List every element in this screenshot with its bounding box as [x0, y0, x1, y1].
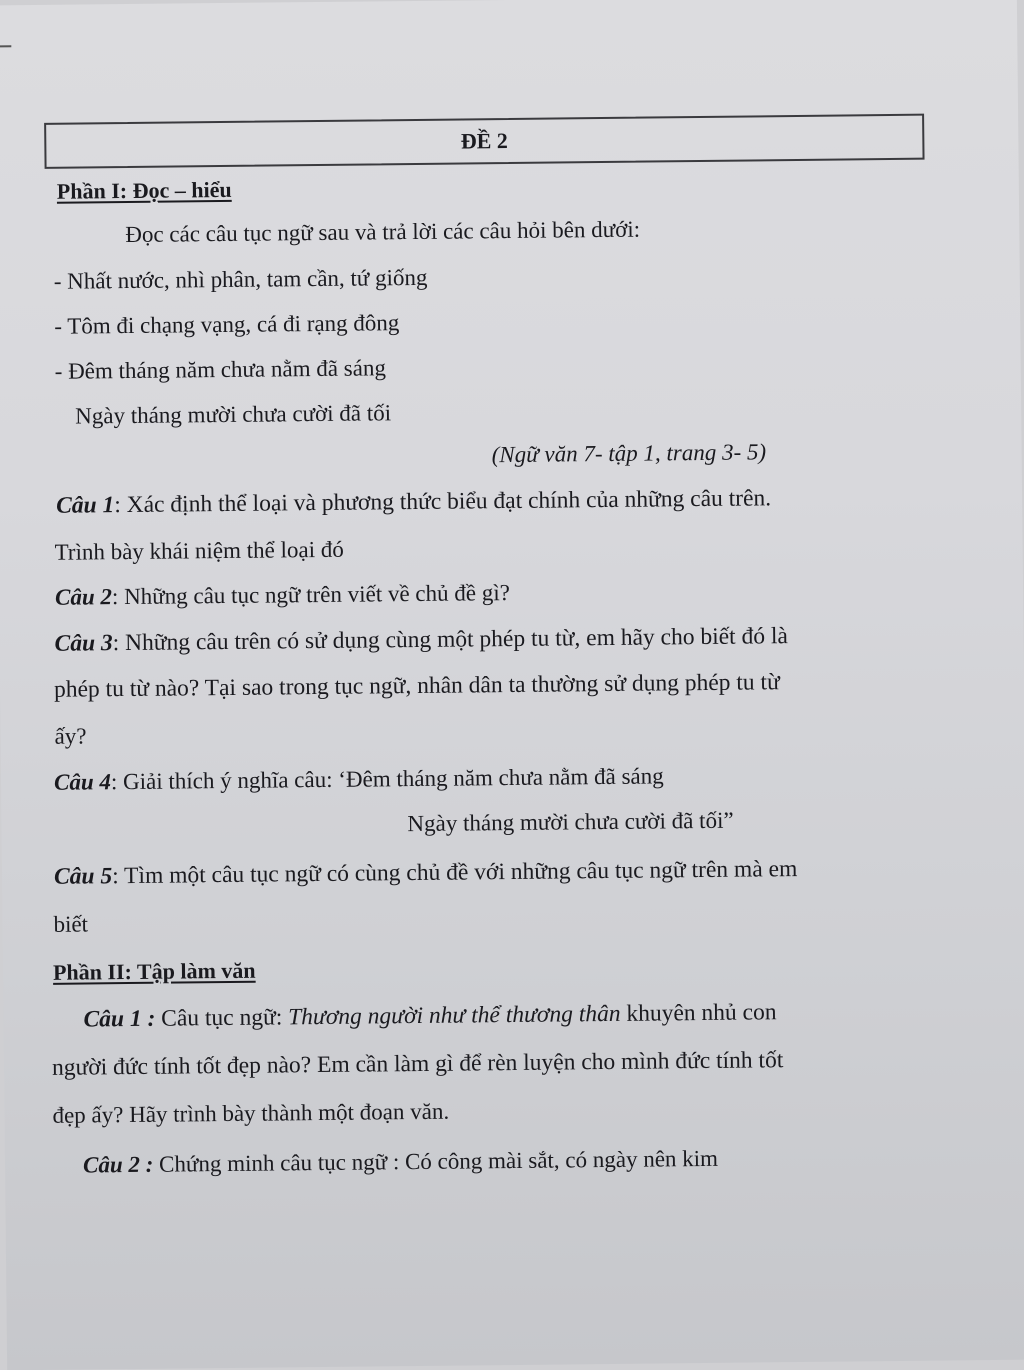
question-2-line-1	[55, 578, 510, 613]
proverb-3: - Đêm tháng năm chưa nằm đã sáng	[54, 355, 387, 384]
part2-question-2-text: Chứng minh câu tục ngữ : Có công mài sắt, có ngày nên kim	[153, 1145, 719, 1177]
part2-question-1-line-1	[83, 997, 776, 1034]
part1-intro: Đọc các câu tục ngữ sau và trả lời các câu hỏi bên dưới:	[125, 216, 641, 248]
question-3-text: : Những câu trên có sử dụng cùng một phép tu từ, em hãy cho biết đó là	[112, 623, 788, 657]
page-title: ĐỀ 2	[460, 128, 508, 154]
part2-question-1-text-pre: Câu tục ngữ:	[155, 1004, 289, 1032]
part2-question-1-label: Câu 1 :	[83, 1005, 156, 1033]
question-2-text: : Những câu tục ngữ trên viết về chủ đề gì?	[111, 580, 511, 610]
part1-heading: Phần I: Đọc – hiểu	[56, 176, 232, 204]
question-5-label: Câu 5	[53, 863, 113, 890]
question-5-text: : Tìm một câu tục ngữ có cùng chủ đề với những câu tục ngữ trên mà em	[111, 856, 798, 890]
proverb-1: - Nhất nước, nhì phân, tam cần, tứ giống	[53, 264, 428, 294]
question-2-label: Câu 2	[54, 584, 113, 610]
question-5-line-2: biết	[53, 911, 89, 937]
part2-question-1-line-3: đẹp ấy? Hãy trình bày thành một đoạn văn.	[52, 1098, 450, 1128]
question-3-line-1	[54, 621, 788, 659]
question-3-line-2: phép tu từ nào? Tại sao trong tục ngữ, nhân dân ta thường sử dụng phép tu từ	[53, 669, 780, 703]
question-5-line-1	[54, 854, 798, 892]
question-4-label: Câu 4	[53, 769, 112, 795]
part2-question-1-line-2: người đức tính tốt đẹp nào? Em cần làm gì để rèn luyện cho mình đức tính tốt	[51, 1047, 784, 1081]
title-box	[44, 114, 924, 169]
part2-question-1-text-post: khuyên nhủ con	[620, 999, 777, 1027]
question-1-line-2: Trình bày khái niệm thể loại đó	[54, 536, 344, 565]
question-4-line-2: Ngày tháng mười chưa cười đã tối”	[407, 807, 734, 837]
question-3-line-3: ấy?	[54, 723, 87, 749]
question-1-text: : Xác định thể loại và phương thức biểu đạt chính của những câu trên.	[114, 485, 772, 519]
question-3-label: Câu 3	[54, 630, 113, 657]
part2-question-2-label: Câu 2 :	[82, 1151, 154, 1178]
part2-question-2-line-1	[83, 1144, 718, 1181]
part2-heading: Phần II: Tập làm văn	[52, 957, 256, 985]
proverb-4: Ngày tháng mười chưa cười đã tối	[75, 400, 392, 429]
source-citation: (Ngữ văn 7- tập 1, trang 3- 5)	[491, 439, 767, 468]
question-4-line-1	[54, 761, 664, 797]
proverb-2: - Tôm đi chạng vạng, cá đi rạng đông	[54, 310, 400, 339]
question-1-label: Câu 1	[55, 492, 115, 519]
question-1-line-1	[56, 483, 771, 520]
part2-question-1-proverb: Thương người như thể thương thân	[288, 1000, 621, 1031]
question-4-text: : Giải thích ý nghĩa câu: ‘Đêm tháng năm chưa nằm đã sáng	[110, 763, 664, 795]
